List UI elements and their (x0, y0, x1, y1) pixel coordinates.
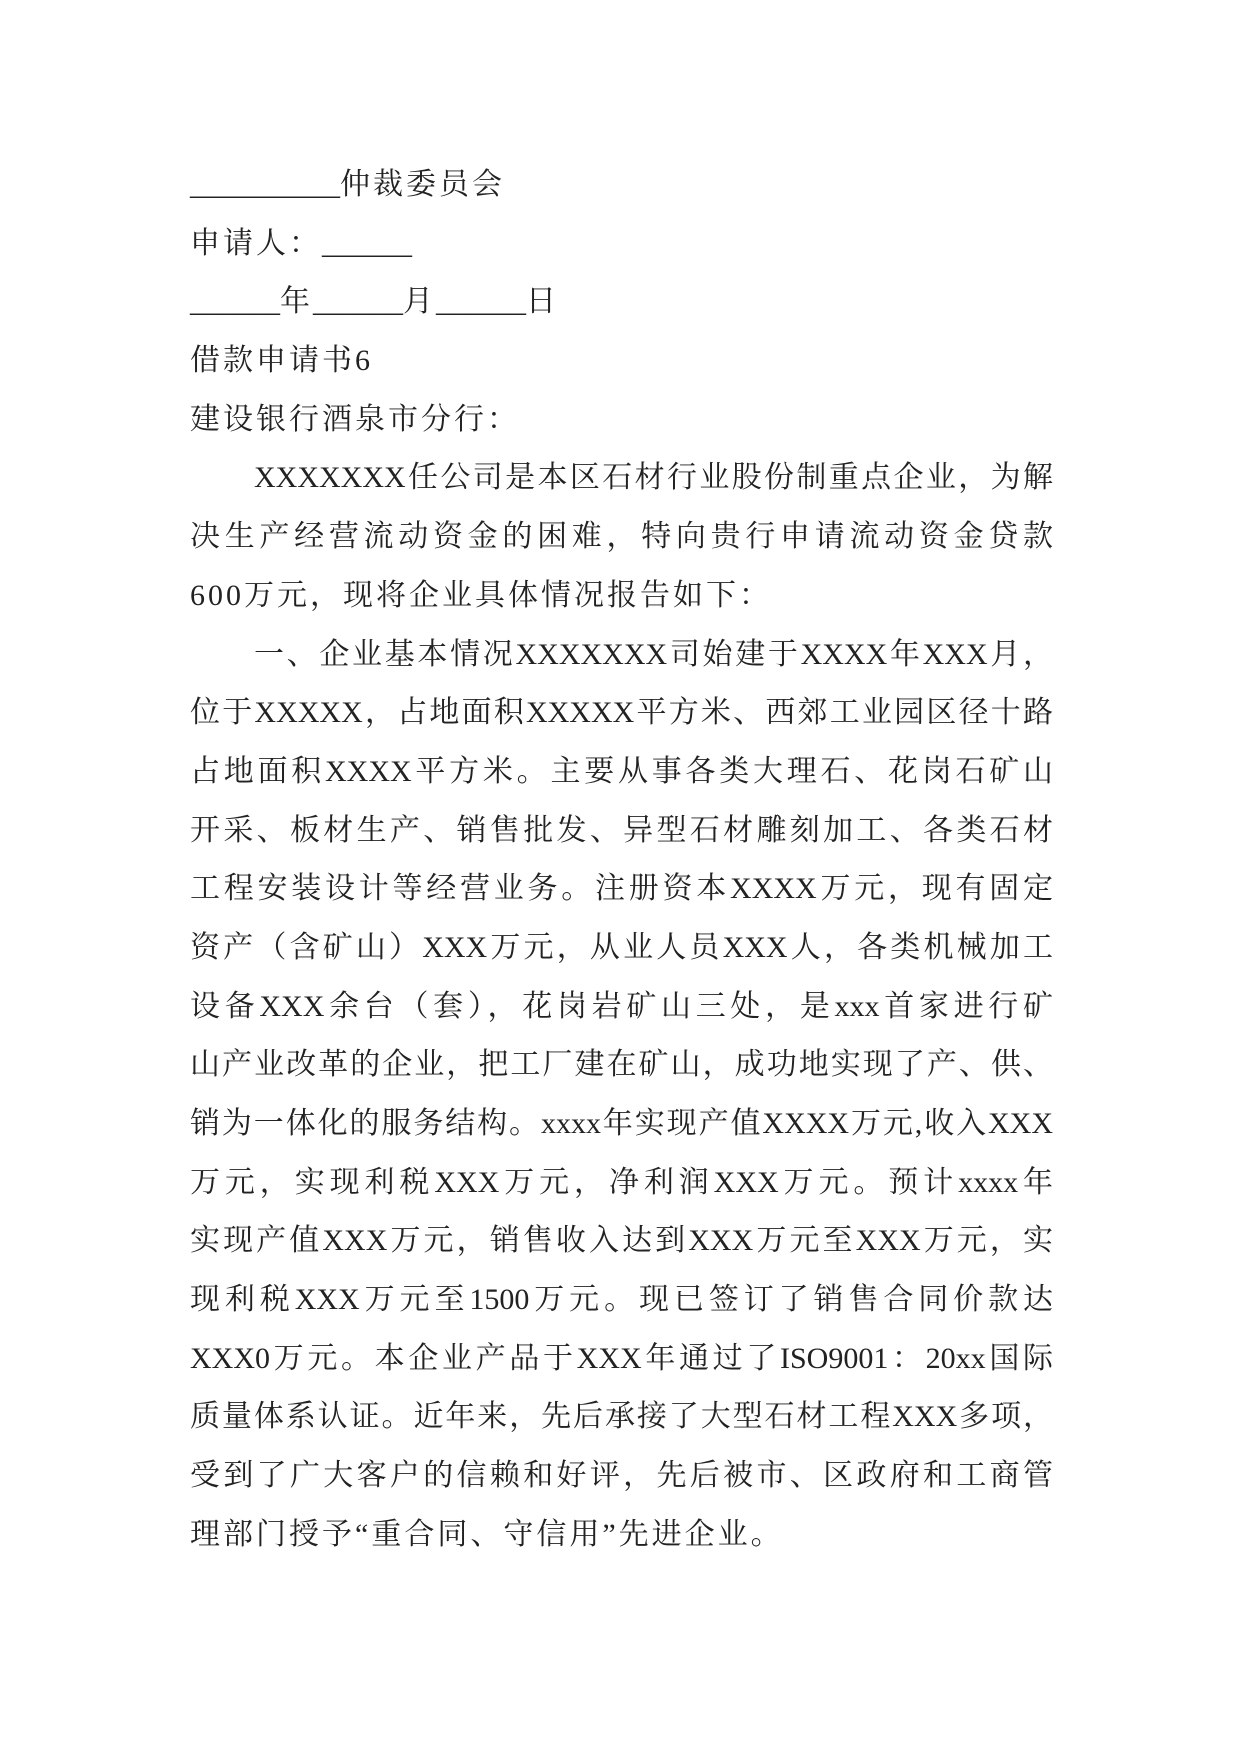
paragraph-line: XXXXXXX任公司是本区石材行业股份制重点企业，为解 (254, 461, 1053, 495)
paragraph-line: 现利税XXX万元至1500万元。现已签订了销售合同价款达 (190, 1283, 1053, 1317)
paragraph-line: 工程安装设计等经营业务。注册资本XXXX万元，现有固定 (190, 872, 1053, 906)
paragraph-line: 设备XXX余台（套），花岗岩矿山三处，是xxx首家进行矿 (190, 989, 1053, 1023)
company-info-paragraph (190, 626, 1053, 1565)
paragraph-line: 理部门授予“重合同、守信用”先进企业。 (190, 1517, 784, 1551)
paragraph-line: XXX0万元。本企业产品于XXX年通过了ISO9001：20xx国际 (190, 1341, 1053, 1375)
addressee: 建设银行酒泉市分行： (190, 402, 520, 436)
month-label: 月 (403, 285, 436, 319)
paragraph-line: 开采、板材生产、销售批发、异型石材雕刻加工、各类石材 (190, 813, 1053, 847)
day-label: 日 (526, 285, 559, 319)
day-blank: ______ (436, 285, 526, 319)
paragraph-line: 占地面积XXXX平方米。主要从事各类大理石、花岗石矿山 (190, 754, 1053, 788)
applicant-label: 申请人： (190, 226, 322, 260)
paragraph-line: 销为一体化的服务结构。xxxx年实现产值XXXX万元,收入XXX (190, 1107, 1053, 1140)
year-label: 年 (280, 285, 313, 319)
committee-name-blank: __________ (190, 168, 340, 201)
document-title: 借款申请书6 (190, 344, 373, 378)
paragraph-line: 位于XXXXX，占地面积XXXXX平方米、西郊工业园区径十路 (190, 696, 1053, 730)
paragraph-line: 山产业改革的企业，把工厂建在矿山，成功地实现了产、供、 (190, 1048, 1053, 1082)
month-blank: ______ (313, 285, 403, 319)
paragraph-line: 资产（含矿山）XXX万元，从业人员XXX人，各类机械加工 (190, 930, 1053, 964)
document-body (190, 156, 1053, 1565)
date-line (190, 273, 1053, 332)
applicant-line (190, 215, 1053, 274)
paragraph-line: 决生产经营流动资金的困难，特向贵行申请流动资金贷款 (190, 520, 1053, 554)
applicant-name-blank: ______ (322, 226, 412, 260)
arbitration-committee-line (190, 156, 1053, 215)
intro-paragraph (190, 449, 1053, 625)
paragraph-line: 万元，实现利税XXX万元，净利润XXX万元。预计xxxx年 (190, 1165, 1053, 1199)
paragraph-line: 实现产值XXX万元，销售收入达到XXX万元至XXX万元，实 (190, 1224, 1053, 1258)
paragraph-line: 受到了广大客户的信赖和好评，先后被市、区政府和工商管 (190, 1459, 1053, 1493)
paragraph-line: 质量体系认证。近年来，先后承接了大型石材工程XXX多项， (190, 1400, 1053, 1434)
paragraph-line: 一、企业基本情况XXXXXXX司始建于XXXX年XXX月， (254, 637, 1053, 671)
paragraph-line: 600万元，现将企业具体情况报告如下： (190, 578, 772, 612)
committee-label: 仲裁委员会 (340, 168, 505, 201)
year-blank: ______ (190, 285, 280, 319)
